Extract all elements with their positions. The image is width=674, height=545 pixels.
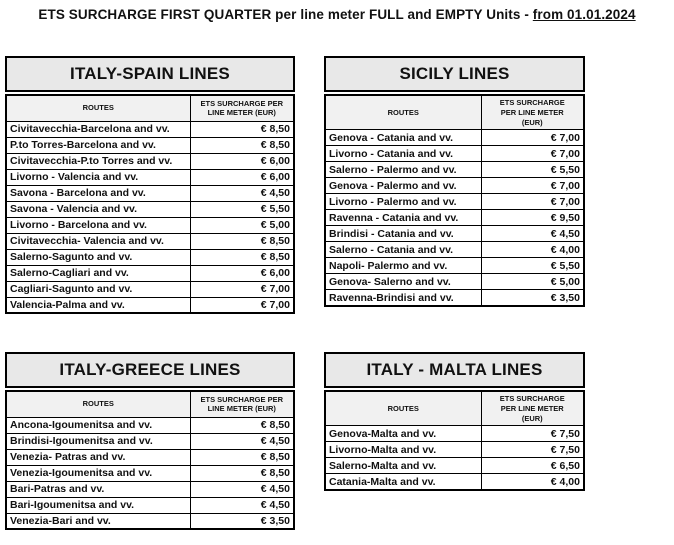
routes-column-header: ROUTES (325, 391, 481, 426)
table-row (325, 178, 584, 194)
table-title: ITALY-GREECE LINES (5, 352, 295, 388)
table-row (325, 146, 584, 162)
table-row (6, 449, 294, 465)
table-row (325, 274, 584, 290)
route-cell: Catania-Malta and vv. (325, 474, 481, 490)
table-row (6, 249, 294, 265)
surcharge-cell: € 4,50 (190, 433, 294, 449)
route-cell: Genova - Catania and vv. (325, 130, 481, 146)
route-cell: Livorno - Valencia and vv. (6, 169, 190, 185)
table-row (6, 265, 294, 281)
table-row (325, 458, 584, 474)
surcharge-cell: € 5,50 (190, 201, 294, 217)
table-row (6, 513, 294, 529)
routes-column-header: ROUTES (325, 95, 481, 130)
route-cell: Venezia-Bari and vv. (6, 513, 190, 529)
table-row (6, 217, 294, 233)
table-title: ITALY - MALTA LINES (324, 352, 585, 388)
table-row (6, 137, 294, 153)
table-title: ITALY-SPAIN LINES (5, 56, 295, 92)
table-row (325, 226, 584, 242)
column-header-row (325, 95, 584, 130)
route-cell: P.to Torres-Barcelona and vv. (6, 137, 190, 153)
table-row (6, 185, 294, 201)
route-cell: Genova-Malta and vv. (325, 426, 481, 442)
surcharge-cell: € 5,00 (481, 274, 584, 290)
surcharge-cell: € 6,50 (481, 458, 584, 474)
route-cell: Livorno - Catania and vv. (325, 146, 481, 162)
surcharge-cell: € 3,50 (190, 513, 294, 529)
table-row (325, 474, 584, 490)
surcharge-column-header: ETS SURCHARGE PER LINE METER (EUR) (190, 391, 294, 417)
surcharge-cell: € 7,00 (481, 194, 584, 210)
surcharge-column-header: ETS SURCHARGE PER LINE METER (EUR) (190, 95, 294, 121)
route-cell: Livorno - Barcelona and vv. (6, 217, 190, 233)
routes-column-header: ROUTES (6, 95, 190, 121)
table-sicily-lines (324, 56, 585, 307)
table-row (6, 153, 294, 169)
table-row (6, 481, 294, 497)
column-header-row (325, 391, 584, 426)
route-cell: Salerno-Cagliari and vv. (6, 265, 190, 281)
route-cell: Civitavecchia-Barcelona and vv. (6, 121, 190, 137)
table-row (325, 130, 584, 146)
table-row (6, 417, 294, 433)
surcharge-cell: € 8,50 (190, 417, 294, 433)
surcharge-cell: € 8,50 (190, 137, 294, 153)
table-row (6, 497, 294, 513)
surcharge-cell: € 4,00 (481, 242, 584, 258)
table-row (6, 169, 294, 185)
table-row (6, 297, 294, 313)
column-header-row (6, 391, 294, 417)
surcharge-cell: € 7,00 (481, 146, 584, 162)
route-cell: Salerno - Catania and vv. (325, 242, 481, 258)
column-header-row (6, 95, 294, 121)
route-cell: Brindisi - Catania and vv. (325, 226, 481, 242)
table-row (6, 233, 294, 249)
route-cell: Valencia-Palma and vv. (6, 297, 190, 313)
table-row (325, 258, 584, 274)
table-row (325, 290, 584, 306)
surcharge-cell: € 7,50 (481, 442, 584, 458)
route-cell: Savona - Barcelona and vv. (6, 185, 190, 201)
route-cell: Livorno-Malta and vv. (325, 442, 481, 458)
route-cell: Ravenna - Catania and vv. (325, 210, 481, 226)
route-cell: Civitavecchia- Valencia and vv. (6, 233, 190, 249)
route-cell: Cagliari-Sagunto and vv. (6, 281, 190, 297)
surcharge-cell: € 4,50 (190, 481, 294, 497)
surcharge-cell: € 3,50 (481, 290, 584, 306)
surcharge-cell: € 7,50 (481, 426, 584, 442)
route-cell: Livorno - Palermo and vv. (325, 194, 481, 210)
surcharge-cell: € 7,00 (481, 178, 584, 194)
route-cell: Bari-Patras and vv. (6, 481, 190, 497)
surcharge-cell: € 4,50 (481, 226, 584, 242)
route-cell: Venezia-Igoumenitsa and vv. (6, 465, 190, 481)
surcharge-cell: € 8,50 (190, 465, 294, 481)
table-italy-malta-lines (324, 352, 585, 491)
surcharge-cell: € 5,50 (481, 258, 584, 274)
surcharge-column-header: ETS SURCHARGE PER LINE METER (EUR) (481, 391, 584, 426)
page-title-separator: - (520, 7, 533, 22)
table-row (6, 201, 294, 217)
route-cell: Salerno-Sagunto and vv. (6, 249, 190, 265)
route-cell: Savona - Valencia and vv. (6, 201, 190, 217)
surcharge-cell: € 4,50 (190, 497, 294, 513)
surcharge-cell: € 5,00 (190, 217, 294, 233)
table-italy-spain-lines (5, 56, 295, 314)
table-row (325, 210, 584, 226)
table-row (325, 162, 584, 178)
route-cell: Salerno - Palermo and vv. (325, 162, 481, 178)
route-cell: Ancona-Igoumenitsa and vv. (6, 417, 190, 433)
route-cell: Bari-Igoumenitsa and vv. (6, 497, 190, 513)
route-cell: Genova- Salerno and vv. (325, 274, 481, 290)
surcharge-cell: € 7,00 (190, 281, 294, 297)
lines-table (324, 94, 585, 307)
surcharge-cell: € 4,50 (190, 185, 294, 201)
table-italy-greece-lines (5, 352, 295, 530)
route-cell: Napoli- Palermo and vv. (325, 258, 481, 274)
page-title-main: ETS SURCHARGE FIRST QUARTER per line meter FULL and EMPTY Units (38, 7, 521, 22)
surcharge-cell: € 6,00 (190, 169, 294, 185)
surcharge-cell: € 5,50 (481, 162, 584, 178)
page-title-date: from 01.01.2024 (532, 7, 636, 22)
table-title: SICILY LINES (324, 56, 585, 92)
surcharge-cell: € 4,00 (481, 474, 584, 490)
surcharge-cell: € 7,00 (481, 130, 584, 146)
lines-table (5, 94, 295, 314)
routes-column-header: ROUTES (6, 391, 190, 417)
table-row (325, 442, 584, 458)
surcharge-cell: € 9,50 (481, 210, 584, 226)
table-row (6, 281, 294, 297)
route-cell: Salerno-Malta and vv. (325, 458, 481, 474)
table-row (325, 242, 584, 258)
table-row (6, 465, 294, 481)
page-title (0, 7, 674, 22)
route-cell: Ravenna-Brindisi and vv. (325, 290, 481, 306)
table-row (325, 426, 584, 442)
lines-table (324, 390, 585, 491)
surcharge-cell: € 8,50 (190, 449, 294, 465)
route-cell: Venezia- Patras and vv. (6, 449, 190, 465)
lines-table (5, 390, 295, 530)
route-cell: Civitavecchia-P.to Torres and vv. (6, 153, 190, 169)
surcharge-cell: € 8,50 (190, 233, 294, 249)
surcharge-cell: € 6,00 (190, 265, 294, 281)
surcharge-column-header: ETS SURCHARGE PER LINE METER (EUR) (481, 95, 584, 130)
surcharge-cell: € 6,00 (190, 153, 294, 169)
surcharge-cell: € 8,50 (190, 121, 294, 137)
surcharge-cell: € 8,50 (190, 249, 294, 265)
table-row (6, 121, 294, 137)
route-cell: Genova - Palermo and vv. (325, 178, 481, 194)
table-row (6, 433, 294, 449)
table-row (325, 194, 584, 210)
surcharge-cell: € 7,00 (190, 297, 294, 313)
route-cell: Brindisi-Igoumenitsa and vv. (6, 433, 190, 449)
